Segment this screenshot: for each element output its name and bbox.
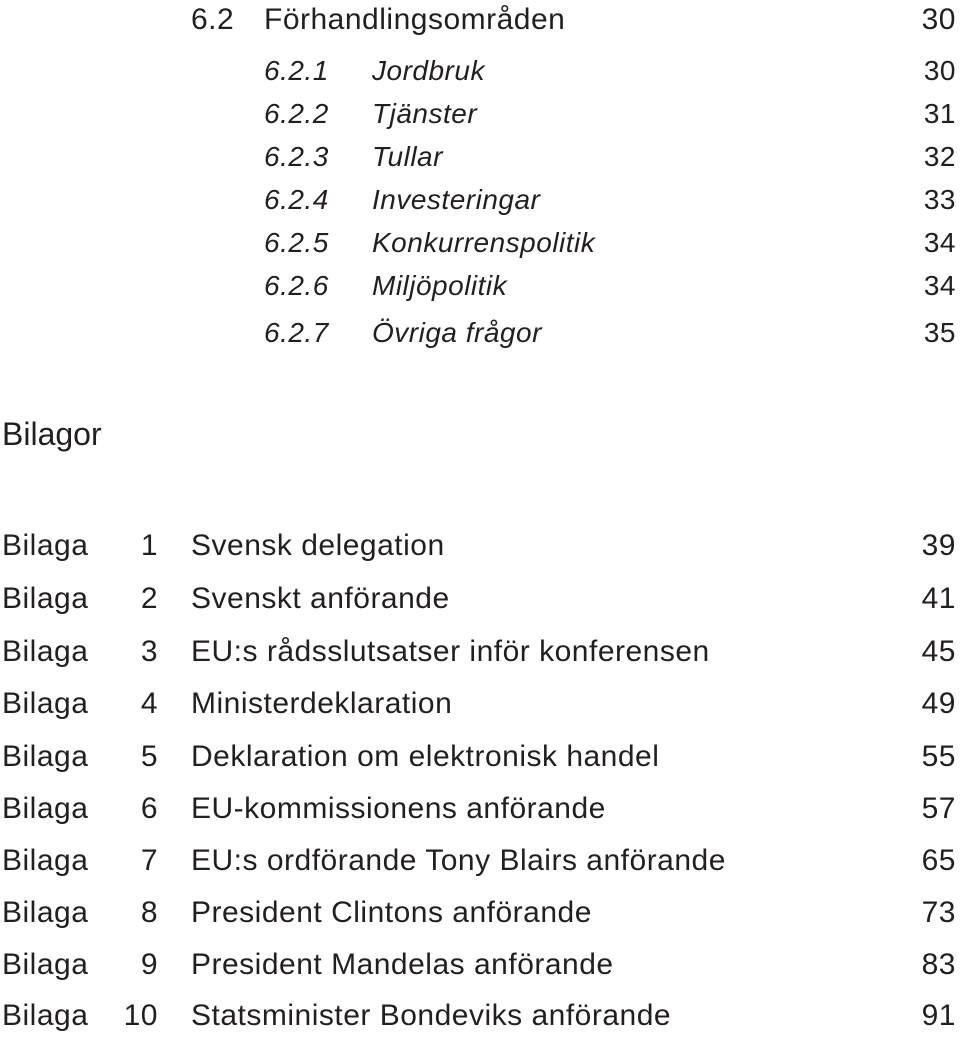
subsection-number: 6.2.1 — [264, 55, 329, 86]
toc-subsection-entry — [0, 94, 960, 134]
appendix-number: 4 — [140, 687, 158, 720]
appendix-title: President Mandelas anförande — [191, 948, 614, 981]
subsection-number: 6.2.4 — [264, 184, 329, 215]
toc-appendix-entry — [0, 682, 960, 726]
appendix-title: Statsminister Bondeviks anförande — [191, 999, 672, 1032]
appendix-title: Svenskt anförande — [191, 582, 450, 615]
subsection-title: Tjänster — [372, 98, 478, 129]
appendix-page-number: 57 — [921, 792, 956, 825]
appendix-page-number: 73 — [921, 896, 956, 929]
toc-subsection-entry — [0, 51, 960, 91]
toc-section-entry — [0, 0, 960, 40]
toc-appendix-entry — [0, 735, 960, 779]
toc-subsection-entry — [0, 266, 960, 306]
subsection-title: Övriga frågor — [372, 317, 542, 348]
appendix-number: 10 — [123, 999, 158, 1032]
appendix-label: Bilaga — [2, 844, 89, 877]
appendix-title: President Clintons anförande — [191, 896, 592, 929]
toc-appendix-entry — [0, 524, 960, 568]
toc-appendix-entry — [0, 891, 960, 935]
subsection-page-number: 35 — [923, 317, 956, 348]
appendix-label: Bilaga — [2, 635, 89, 668]
appendix-number: 8 — [140, 896, 158, 929]
appendices-heading: Bilagor — [2, 416, 102, 452]
toc-appendix-entry — [0, 577, 960, 621]
subsection-number: 6.2.7 — [264, 317, 329, 348]
toc-subsection-entry — [0, 137, 960, 177]
appendix-title: EU:s ordförande Tony Blairs anförande — [191, 844, 726, 877]
toc-subsection-entry — [0, 180, 960, 220]
appendix-page-number: 39 — [921, 529, 956, 562]
appendix-page-number: 41 — [921, 582, 956, 615]
appendix-label: Bilaga — [2, 582, 89, 615]
appendix-page-number: 65 — [921, 844, 956, 877]
appendix-number: 1 — [140, 529, 158, 562]
toc-appendix-entry — [0, 630, 960, 674]
toc-appendix-entry — [0, 839, 960, 883]
subsection-title: Investeringar — [372, 184, 541, 215]
subsection-number: 6.2.5 — [264, 227, 329, 258]
subsection-number: 6.2.2 — [264, 98, 329, 129]
subsection-page-number: 31 — [923, 98, 956, 129]
toc-appendix-entry — [0, 943, 960, 987]
appendix-label: Bilaga — [2, 792, 89, 825]
toc-appendix-entry — [0, 787, 960, 831]
appendix-title: Svensk delegation — [191, 529, 445, 562]
appendix-label: Bilaga — [2, 948, 89, 981]
appendix-number: 3 — [140, 635, 158, 668]
appendix-page-number: 55 — [921, 740, 956, 773]
subsection-page-number: 32 — [923, 141, 956, 172]
appendix-label: Bilaga — [2, 529, 89, 562]
subsection-number: 6.2.6 — [264, 270, 329, 301]
toc-appendix-entry — [0, 994, 960, 1038]
appendix-page-number: 49 — [921, 687, 956, 720]
appendix-number: 2 — [140, 582, 158, 615]
subsection-title: Jordbruk — [372, 55, 485, 86]
appendix-page-number: 83 — [921, 948, 956, 981]
toc-subsection-entry — [0, 223, 960, 263]
subsection-title: Tullar — [372, 141, 443, 172]
appendix-label: Bilaga — [2, 896, 89, 929]
appendix-number: 9 — [140, 948, 158, 981]
appendix-title: EU:s rådsslutsatser inför konferensen — [191, 635, 710, 668]
subsection-number: 6.2.3 — [264, 141, 329, 172]
appendix-title: Ministerdeklaration — [191, 687, 453, 720]
appendix-number: 6 — [140, 792, 158, 825]
appendix-label: Bilaga — [2, 999, 89, 1032]
appendix-number: 5 — [140, 740, 158, 773]
appendix-label: Bilaga — [2, 687, 89, 720]
subsection-page-number: 34 — [923, 227, 956, 258]
appendix-title: Deklaration om elektronisk handel — [191, 740, 660, 773]
subsection-title: Konkurrenspolitik — [372, 227, 596, 258]
section-page-number: 30 — [921, 3, 956, 36]
appendix-page-number: 91 — [921, 999, 956, 1032]
appendix-page-number: 45 — [921, 635, 956, 668]
section-title: Förhandlingsområden — [264, 3, 566, 36]
subsection-page-number: 30 — [923, 55, 956, 86]
subsection-title: Miljöpolitik — [372, 270, 508, 301]
section-number: 6.2 — [191, 3, 235, 36]
subsection-page-number: 33 — [923, 184, 956, 215]
toc-subsection-entry — [0, 313, 960, 353]
appendix-title: EU-kommissionens anförande — [191, 792, 606, 825]
appendix-number: 7 — [140, 844, 158, 877]
appendix-label: Bilaga — [2, 740, 89, 773]
subsection-page-number: 34 — [923, 270, 956, 301]
